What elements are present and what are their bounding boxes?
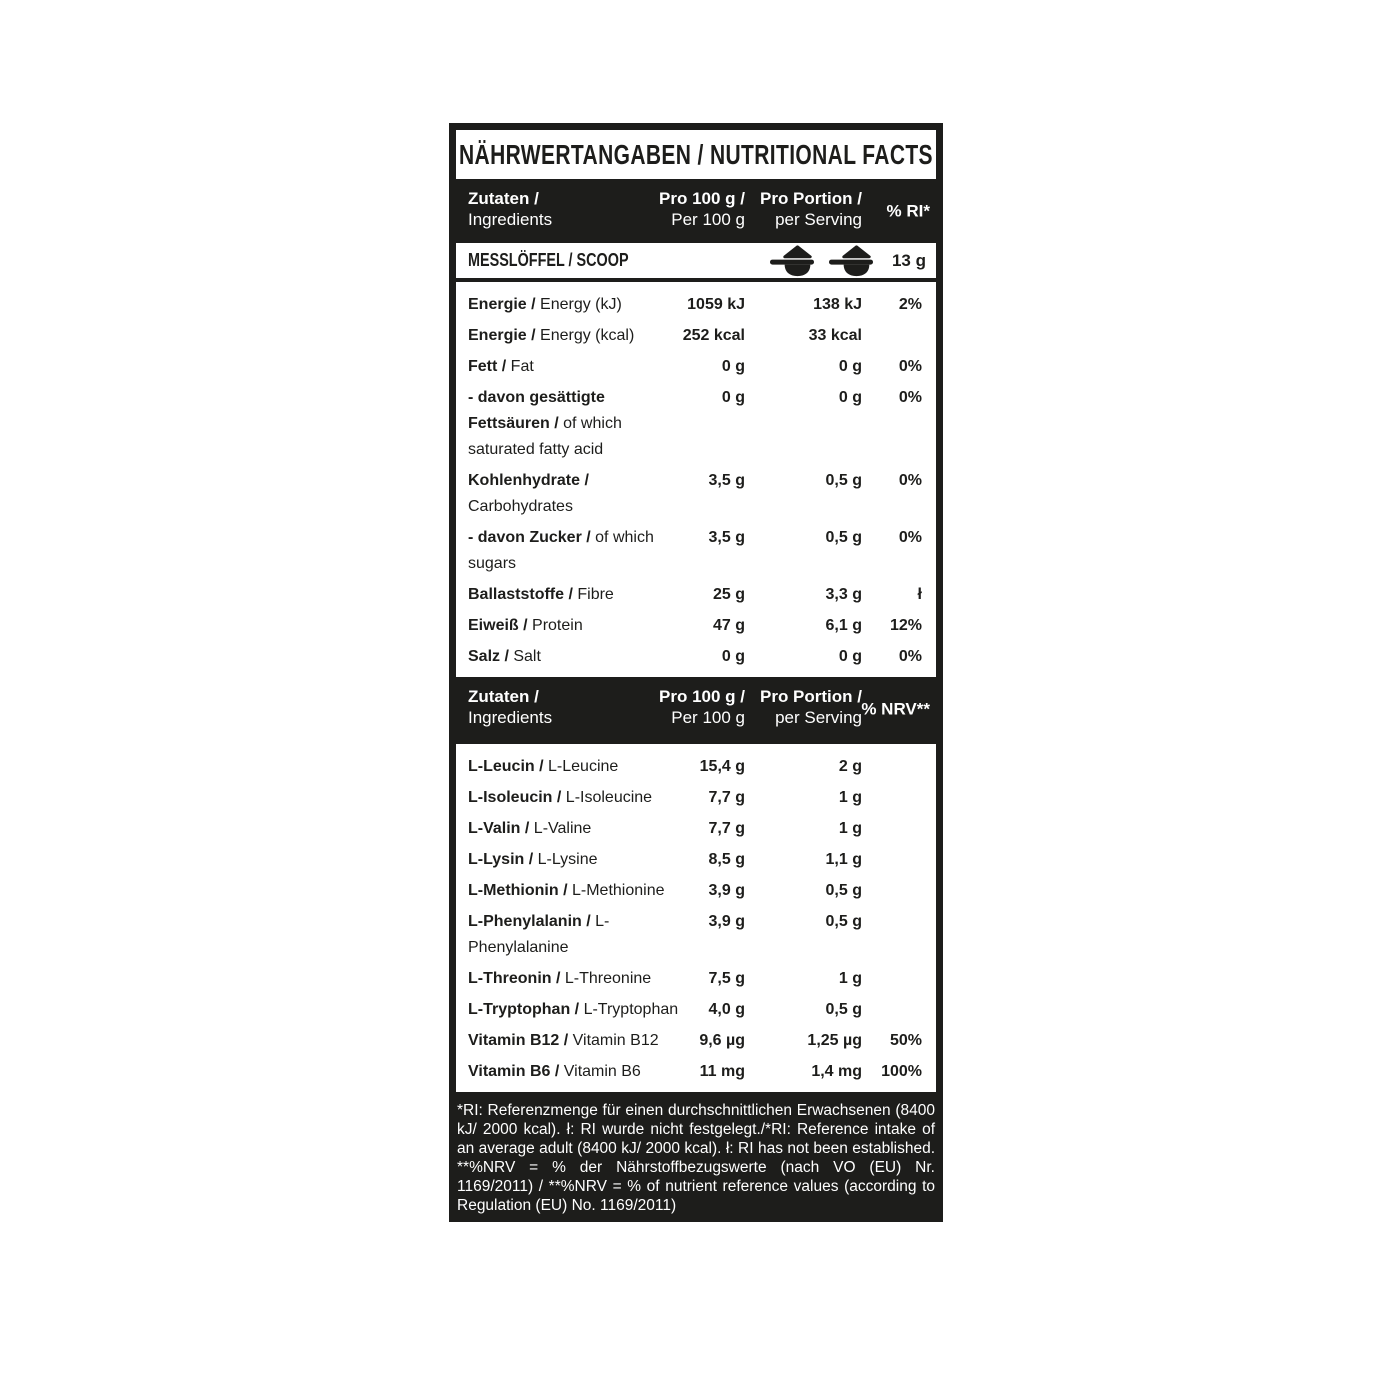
per100-value: 11 mg: [699, 1063, 745, 1080]
nutrient-name-en: L-Threonine: [564, 970, 652, 987]
nutrient-name: [468, 582, 680, 608]
nutrient-name: [468, 644, 680, 670]
nutrients-table: [456, 282, 936, 677]
label-title-box: [456, 130, 936, 179]
per100-value: 3,9 g: [708, 913, 745, 930]
nutrient-name-en: L-Lysine: [537, 851, 598, 868]
header-serving-de: Pro Portion /: [760, 189, 862, 208]
nutrient-row: [468, 349, 922, 380]
nutrient-name: [468, 785, 680, 811]
serving-value: 1,1 g: [825, 851, 862, 868]
serving-value: 6,1 g: [825, 617, 862, 634]
per100-value: 15,4 g: [699, 758, 745, 775]
serving-value: 0,5 g: [825, 472, 862, 489]
nutrient-name-en: of which sugars: [468, 529, 654, 572]
serving-value: 0,5 g: [825, 529, 862, 546]
ri-value: 0%: [898, 648, 922, 665]
per100-value: 47 g: [712, 617, 745, 634]
per100-value: 1059 kJ: [687, 296, 745, 313]
nutrient-name: [468, 966, 680, 992]
header-serving-de: Pro Portion /: [760, 687, 862, 706]
label-title: NÄHRWERTANGABEN / NUTRITIONAL FACTS: [459, 138, 933, 170]
header-per100: [659, 188, 745, 230]
serving-value: 0 g: [838, 358, 862, 375]
per100-value: 7,7 g: [708, 820, 745, 837]
nutrient-name-en: L-Isoleucine: [565, 789, 653, 806]
nutrient-name-de: L-Phenylalanin /: [468, 913, 591, 930]
scoop-value: 13 g: [891, 250, 926, 270]
nutrient-name-en: Carbohydrates: [468, 498, 573, 515]
nutrient-name: [468, 323, 680, 349]
nutrient-row: [468, 873, 922, 904]
nutrient-name-de: - davon Zucker /: [468, 529, 591, 546]
serving-value: 33 kcal: [808, 327, 862, 344]
nutrient-row: [468, 318, 922, 349]
ri-value: ł: [917, 586, 922, 603]
header-ingredients-de: Zutaten /: [468, 189, 539, 208]
serving-value: 1,4 mg: [811, 1063, 862, 1080]
serving-value: 0,5 g: [825, 913, 862, 930]
nutrient-name: [468, 1059, 680, 1085]
nutrient-name-de: - davon gesättigte Fettsäuren /: [468, 389, 605, 432]
nutrient-name-en: Fibre: [577, 586, 614, 603]
nutrient-name-de: Vitamin B12 /: [468, 1032, 569, 1049]
nutrient-row: [468, 639, 922, 670]
nutrient-row: [468, 577, 922, 608]
header-serving: [760, 686, 862, 728]
serving-value: 1 g: [838, 820, 862, 837]
serving-value: 0 g: [838, 648, 862, 665]
nutrient-name: [468, 292, 680, 318]
serving-value: 0,5 g: [825, 1001, 862, 1018]
header-ingredients-en: Ingredients: [468, 708, 553, 727]
header-ingredients-de: Zutaten /: [468, 687, 539, 706]
nutrient-row: [468, 992, 922, 1023]
nutrient-name: [468, 385, 680, 463]
nutrient-name: [468, 754, 680, 780]
nutrient-row: [468, 463, 922, 520]
nrv-value: 50%: [889, 1032, 922, 1049]
nutrient-name: [468, 909, 680, 961]
nutrient-name: [468, 1028, 680, 1054]
nutrient-row: [468, 608, 922, 639]
nutrient-row: [468, 961, 922, 992]
nutrient-name-de: L-Methionin /: [468, 882, 568, 899]
serving-value: 138 kJ: [813, 296, 862, 313]
header-per100-de: Pro 100 g /: [659, 189, 745, 208]
per100-value: 0 g: [721, 358, 745, 375]
nutrient-name: [468, 847, 680, 873]
ri-value: 2%: [898, 296, 922, 313]
nutrient-name: [468, 997, 680, 1023]
nutrient-row: [468, 780, 922, 811]
serving-value: 2 g: [838, 758, 862, 775]
nutrient-name-en: Protein: [532, 617, 583, 634]
amino-acids-table: [456, 744, 936, 1092]
nutrient-name: [468, 878, 680, 904]
scoop-label: MESSLÖFFEL / SCOOP: [468, 250, 629, 270]
nutrient-name-de: Energie /: [468, 296, 536, 313]
nutrient-row: [468, 904, 922, 961]
ri-value: 12%: [889, 617, 922, 634]
per100-value: 7,7 g: [708, 789, 745, 806]
nutrient-row: [468, 842, 922, 873]
header-ingredients-en: Ingredients: [468, 210, 553, 229]
nutrient-name-en: Salt: [513, 648, 541, 665]
header-per100-de: Pro 100 g /: [659, 687, 745, 706]
nutrient-name-en: L-Valine: [533, 820, 592, 837]
nutrient-row: [468, 1054, 922, 1085]
nutrient-row: [468, 287, 922, 318]
nutrient-row: [468, 1023, 922, 1054]
footnote: *RI: Referenzmenge für einen durchschnittlichen Erwachsenen (8400 kJ/ 2000 kcal). ł: RI wurde nicht festgelegt./*RI: Reference intake of an average adult (8400 kJ/ 2000 kcal). ł: RI has not been established. **%NRV = % der Nährstoffbezugswerte (nach VO (EU) Nr. 1169/2011) / **%NRV = % of nutrient reference values (according to Regulation (EU) No. 1169/2011): [457, 1102, 935, 1214]
table2-header: [456, 677, 936, 741]
nutrient-name-en: L-Tryptophan: [583, 1001, 679, 1018]
serving-value: 0,5 g: [825, 882, 862, 899]
nutrient-row: [468, 811, 922, 842]
per100-value: 25 g: [712, 586, 745, 603]
scoop-row: [456, 243, 936, 278]
serving-value: 1 g: [838, 970, 862, 987]
nutrient-name: [468, 468, 680, 520]
nutrient-name: [468, 354, 680, 380]
per100-value: 9,6 µg: [699, 1032, 745, 1049]
ri-value: 0%: [898, 472, 922, 489]
nutrient-name-de: Salz /: [468, 648, 509, 665]
nrv-value: 100%: [881, 1063, 922, 1080]
header-serving: [760, 188, 862, 230]
table1-header: [456, 179, 936, 243]
header-serving-en: per Serving: [775, 210, 862, 229]
ri-value: 0%: [898, 389, 922, 406]
header-per100-en: Per 100 g: [671, 210, 745, 229]
header-per100-en: Per 100 g: [671, 708, 745, 727]
nutrient-name-de: Energie /: [468, 327, 536, 344]
nutrient-name-en: of which saturated fatty acid: [468, 415, 622, 458]
nutrient-name: [468, 816, 680, 842]
nutrient-row: [468, 749, 922, 780]
nutrient-name-de: Eiweiß /: [468, 617, 528, 634]
nutrient-name-de: Vitamin B6 /: [468, 1063, 560, 1080]
nutrition-facts-label: [449, 123, 943, 1222]
header-ri: % RI*: [886, 201, 930, 221]
nutrient-name-de: L-Lysin /: [468, 851, 534, 868]
per100-value: 3,5 g: [708, 529, 745, 546]
nutrient-name: [468, 525, 680, 577]
ri-value: 0%: [898, 358, 922, 375]
serving-value: 0 g: [838, 389, 862, 406]
serving-value: 1,25 µg: [807, 1032, 862, 1049]
per100-value: 0 g: [721, 648, 745, 665]
nutrient-name-en: Fat: [510, 358, 534, 375]
nutrient-name-de: L-Valin /: [468, 820, 530, 837]
nutrient-name: [468, 613, 680, 639]
nutrient-name-en: L-Methionine: [571, 882, 665, 899]
nutrient-name-de: Kohlenhydrate /: [468, 472, 589, 489]
per100-value: 4,0 g: [708, 1001, 745, 1018]
nutrient-name-de: L-Isoleucin /: [468, 789, 562, 806]
per100-value: 0 g: [721, 389, 745, 406]
per100-value: 8,5 g: [708, 851, 745, 868]
serving-value: 3,3 g: [825, 586, 862, 603]
per100-value: 252 kcal: [682, 327, 745, 344]
nutrient-name-en: Energy (kJ): [540, 296, 622, 313]
nutrient-name-en: L-Phenylalanine: [468, 913, 610, 956]
scoop-icons: [769, 244, 926, 277]
nutrient-name-de: Fett /: [468, 358, 507, 375]
nutrient-row: [468, 520, 922, 577]
nutrient-name-en: Vitamin B12: [572, 1032, 659, 1049]
per100-value: 3,5 g: [708, 472, 745, 489]
nutrient-name-de: Ballaststoffe /: [468, 586, 573, 603]
nutrient-name-en: L-Leucine: [548, 758, 619, 775]
header-serving-en: per Serving: [775, 708, 862, 727]
serving-value: 1 g: [838, 789, 862, 806]
nutrient-name-de: L-Tryptophan /: [468, 1001, 580, 1018]
per100-value: 3,9 g: [708, 882, 745, 899]
nutrient-name-en: Energy (kcal): [540, 327, 635, 344]
measuring-scoop-icon: [769, 244, 826, 277]
ri-value: 0%: [898, 529, 922, 546]
header-per100: [659, 686, 745, 728]
nutrient-name-de: L-Threonin /: [468, 970, 561, 987]
measuring-scoop-icon: [828, 244, 885, 277]
header-nrv: % NRV**: [861, 699, 930, 719]
per100-value: 7,5 g: [708, 970, 745, 987]
nutrient-row: [468, 380, 922, 463]
nutrient-name-en: Vitamin B6: [563, 1063, 641, 1080]
nutrient-name-de: L-Leucin /: [468, 758, 544, 775]
